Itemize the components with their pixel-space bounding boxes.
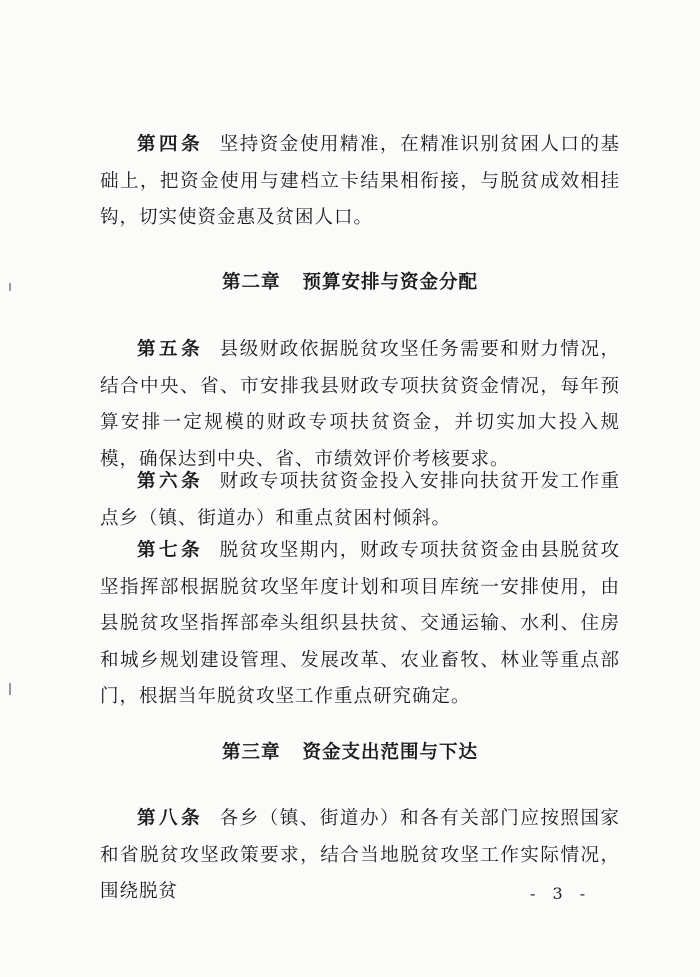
page-number: - 3 - bbox=[530, 884, 592, 903]
article-4 bbox=[100, 127, 620, 237]
article-text: 财政专项扶贫资金投入安排向扶贫开发工作重点乡（镇、街道办）和重点贫困村倾斜。 bbox=[100, 471, 620, 529]
article-5 bbox=[100, 332, 620, 478]
article-text: 各乡（镇、街道办）和各有关部门应按照国家和省脱贫攻坚政策要求，结合当地脱贫攻坚工作实际情况，围绕脱贫 bbox=[100, 808, 620, 902]
article-text: 坚持资金使用精准，在精准识别贫困人口的基础上，把资金使用与建档立卡结果相衔接，与脱贫成效相挂钩，切实使资金惠及贫困人口。 bbox=[100, 134, 620, 228]
chapter-number: 第二章 bbox=[221, 272, 281, 293]
chapter-heading-3 bbox=[0, 738, 700, 764]
article-number: 第七条 bbox=[137, 540, 204, 561]
chapter-title: 资金支出范围与下达 bbox=[302, 742, 479, 763]
scan-margin-mark bbox=[9, 283, 11, 291]
article-number: 第六条 bbox=[137, 471, 204, 492]
article-number: 第四条 bbox=[137, 134, 204, 155]
chapter-heading-2 bbox=[0, 268, 700, 294]
article-7 bbox=[100, 533, 620, 716]
article-text: 脱贫攻坚期内，财政专项扶贫资金由县脱贫攻坚指挥部根据脱贫攻坚年度计划和项目库统一安排使用，由县脱贫攻坚指挥部牵头组织县扶贫、交通运输、水利、住房和城乡规划建设管理、发展改革、农业畜牧、林业等重点部门，根据当年脱贫攻坚工作重点研究确定。 bbox=[100, 540, 620, 707]
article-6 bbox=[100, 464, 620, 537]
chapter-number: 第三章 bbox=[221, 742, 281, 763]
article-text: 县级财政依据脱贫攻坚任务需要和财力情况，结合中央、省、市安排我县财政专项扶贫资金情况，每年预算安排一定规模的财政专项扶贫资金，并切实加大投入规模，确保达到中央、省、市绩效评价考核要求。 bbox=[100, 339, 620, 470]
chapter-title: 预算安排与资金分配 bbox=[302, 272, 479, 293]
article-number: 第五条 bbox=[137, 339, 204, 360]
scan-margin-mark bbox=[9, 683, 11, 695]
article-number: 第八条 bbox=[137, 808, 204, 829]
